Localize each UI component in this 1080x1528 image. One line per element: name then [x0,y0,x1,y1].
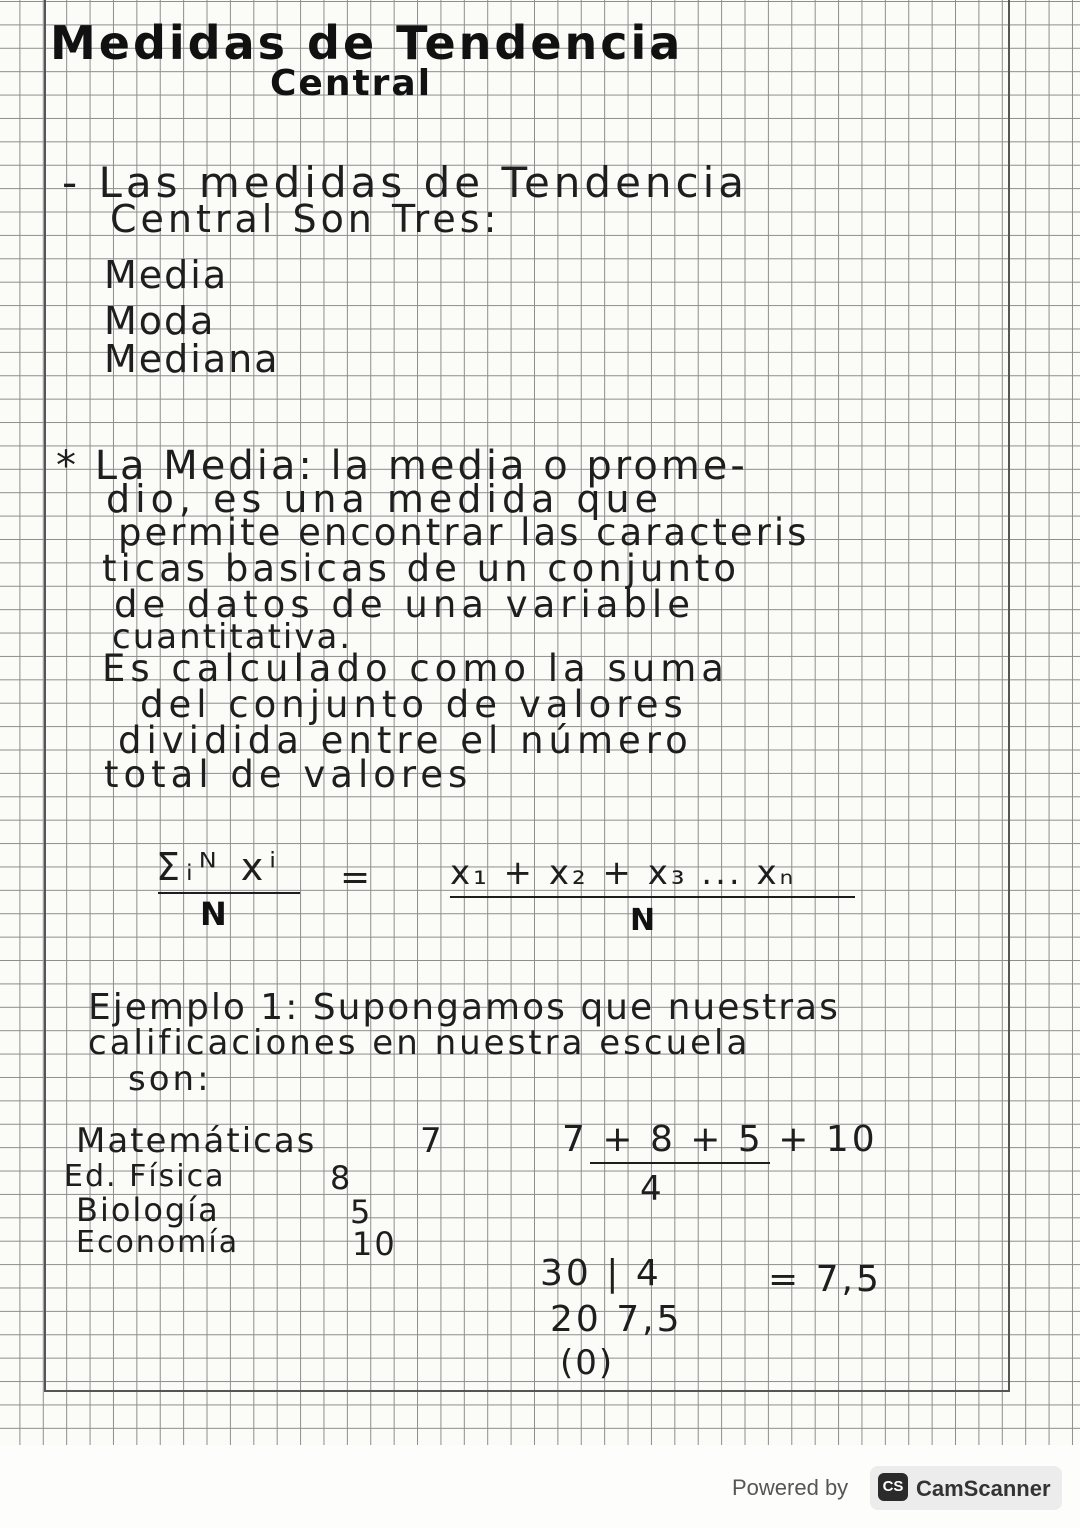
page-title: Medidas de Tendencia [50,16,684,70]
intro-line-1: - Las medidas de Tendencia [62,158,749,207]
measure-item-media: Media [104,253,229,297]
example-line-3: son: [128,1059,212,1099]
subject-name: Matemáticas [76,1121,317,1161]
subject-name: Economía [76,1225,240,1260]
example-line-2: calificaciones en nuestra escuela [88,1023,751,1063]
long-division-row: 20 7,5 [550,1299,683,1340]
formula-lhs-denominator: N [200,895,229,933]
media-definition-line: cuantitativa. [112,617,353,657]
media-definition-line: dio, es una medida que [106,477,664,521]
subject-name: Ed. Física [64,1159,226,1194]
long-division-row: (0) [560,1343,615,1383]
media-definition-line: ticas basicas de un conjunto [102,547,741,590]
formula-rhs-numerator: x₁ + x₂ + x₃ ... xₙ [450,853,797,893]
camscanner-name: CamScanner [916,1476,1051,1501]
sum-fraction-bar [590,1162,770,1164]
example-line-1: Ejemplo 1: Supongamos que nuestras [88,987,840,1028]
sum-denominator: 4 [640,1169,664,1209]
division-result: = 7,5 [768,1259,882,1300]
subject-grade: 5 [350,1193,373,1231]
subject-grade: 7 [420,1121,444,1161]
formula-equals: = [340,857,373,898]
media-definition-line: del conjunto de valores [140,683,688,726]
media-definition-line: total de valores [104,753,473,796]
intro-line-2: Central Son Tres: [110,197,501,241]
sum-numerator: 7 + 8 + 5 + 10 [562,1119,878,1160]
formula-rhs-fraction-bar [450,896,855,898]
subject-grade: 10 [352,1225,397,1263]
formula-lhs-fraction-bar [158,892,300,894]
media-definition-line: Es calculado como la suma [102,647,729,690]
formula-rhs-denominator: N [630,903,658,938]
subject-grade: 8 [330,1159,353,1197]
subject-name: Biología [76,1191,220,1229]
media-definition-line: dividida entre el número [118,719,693,762]
formula-lhs-numerator: Σᵢᴺ xⁱ [156,845,283,889]
media-definition-line: de datos de una variable [114,583,695,626]
media-definition-line: * La Media: la media o prome- [56,443,748,489]
media-definition-line: permite encontrar las caracteris [118,511,810,554]
powered-by-text: Powered by [732,1475,849,1500]
camscanner-logo-icon: CS [878,1473,908,1501]
page-subtitle: Central [270,63,433,104]
measure-item-moda: Moda [104,299,216,343]
long-division-row: 30 | 4 [540,1253,662,1294]
measure-item-mediana: Mediana [104,337,280,381]
